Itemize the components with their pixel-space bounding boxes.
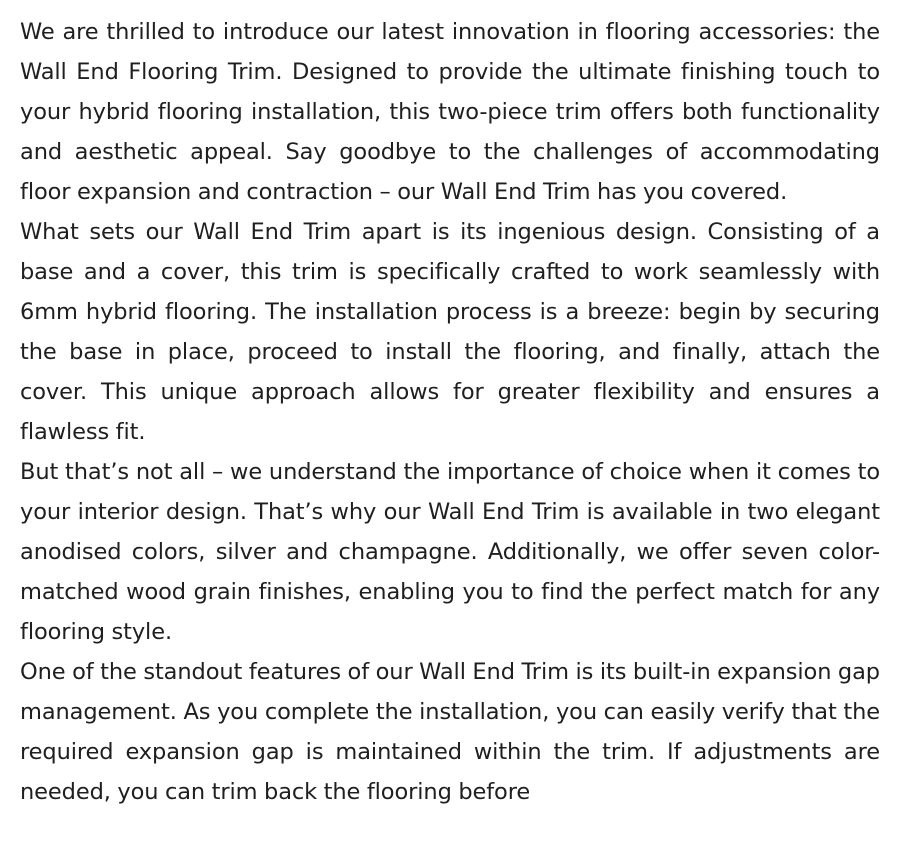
paragraph-intro: We are thrilled to introduce our latest innovation in flooring accessories: the Wall End Flooring Trim. Designed to provide the ultimate finishing touch to your hybrid flooring installation, this two-piece trim offers both functionality and aesthetic appeal. Say goodbye to the challenges of accommodating floor expansion and contraction – our Wall End Trim has you covered. <box>20 19 880 205</box>
paragraph-colors: But that’s not all – we understand the importance of choice when it comes to your interior design. That’s why our Wall End Trim is available in two elegant anodised colors, silver and champagne. Additionally, we offer seven color-matched wood grain finishes, enabling you to find the perfect match for any flooring style. <box>20 459 880 645</box>
paragraph-expansion-gap: One of the standout features of our Wall End Trim is its built-in expansion gap management. As you complete the installation, you can easily verify that the required expansion gap is maintained within the trim. If adjustments are needed, you can trim back the flooring before <box>20 659 880 805</box>
article-body <box>20 12 880 812</box>
paragraph-design: What sets our Wall End Trim apart is its ingenious design. Consisting of a base and a cover, this trim is specifically crafted to work seamlessly with 6mm hybrid flooring. The installation process is a breeze: begin by securing the base in place, proceed to install the flooring, and finally, attach the cover. This unique approach allows for greater flexibility and ensures a flawless fit. <box>20 219 880 445</box>
